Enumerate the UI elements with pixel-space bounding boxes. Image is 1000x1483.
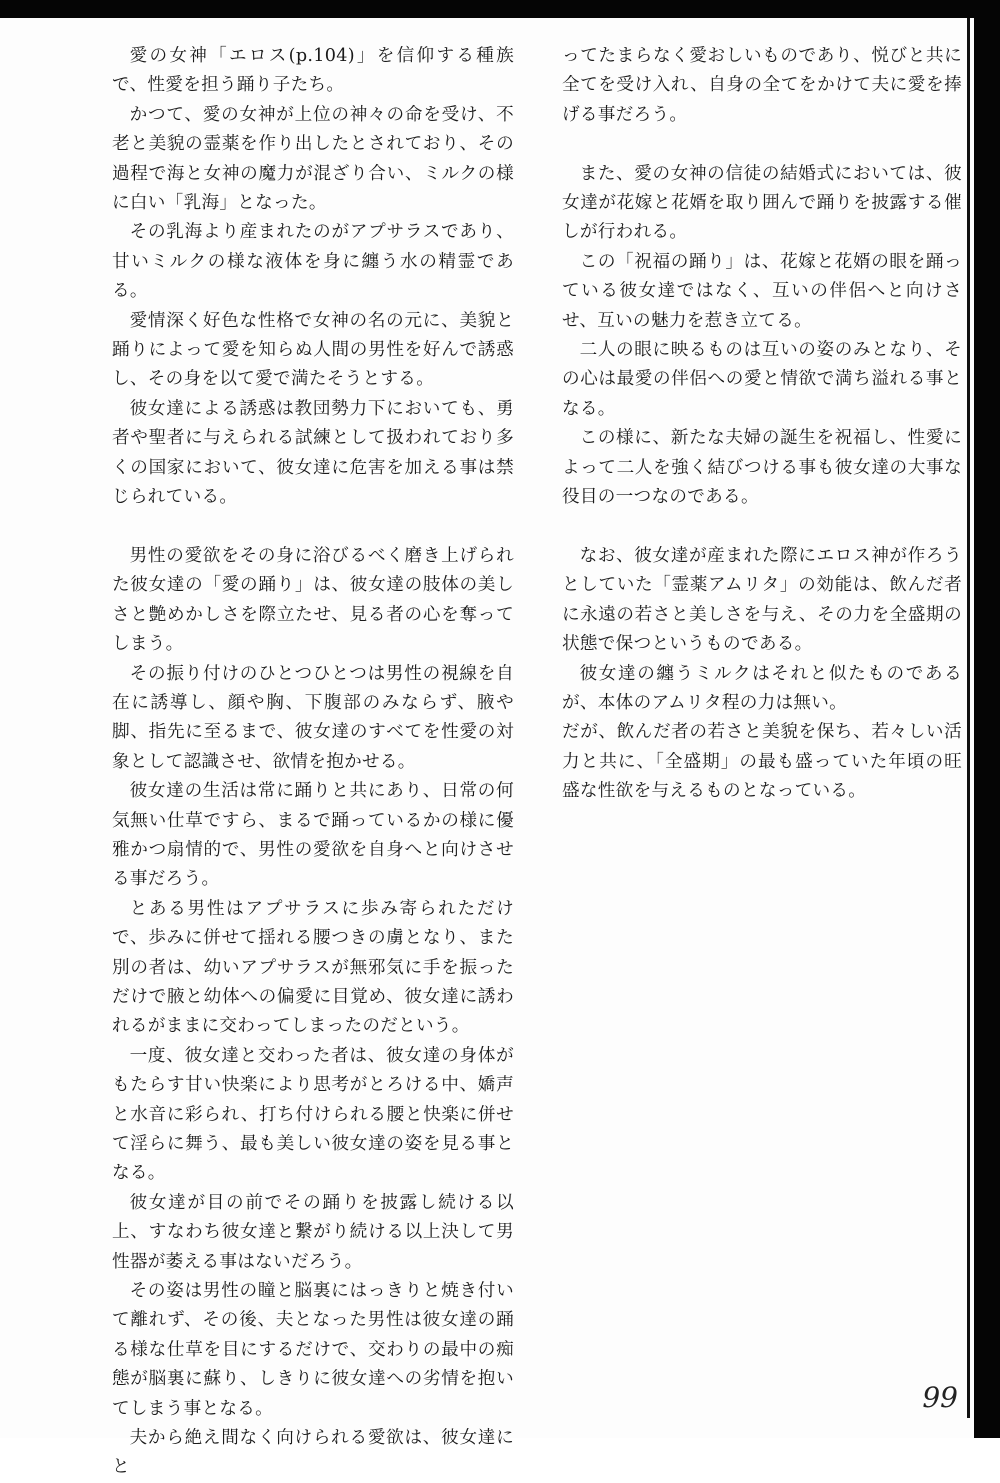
paragraph-gap [112, 513, 514, 542]
paragraph: 夫から絶え間なく向けられる愛欲は、彼女達にと [112, 1428, 514, 1478]
paragraph: 一度、彼女達と交わった者は、彼女達の身体がもたらす甘い快楽により思考がとろける中、嬌声と水音に彩られ、打ち付けられる腰と快楽に併せて淫らに舞う、最も美しい彼女達の姿を見る事となる。 [112, 1045, 514, 1184]
paragraph: 彼女達が目の前でその踊りを披露し続ける以上、すなわち彼女達と繋がり続ける以上決して男性器が萎える事はないだろう。 [112, 1192, 514, 1272]
paragraph-continued: ってたまらなく愛おしいものであり、悦びと共に全てを受け入れ、自身の全てをかけて夫に愛を捧げる事だろう。 [562, 46, 962, 125]
frame-line [967, 18, 970, 1418]
page-number: 99 [922, 1381, 958, 1414]
paragraph-gap [562, 130, 962, 159]
right-border [974, 0, 1000, 1438]
right-column [562, 42, 962, 807]
left-column [112, 42, 514, 1483]
top-border [0, 0, 1000, 18]
paragraph: その乳海より産まれたのがアプサラスであり、甘いミルクの様な液体を身に纏う水の精霊である。 [112, 222, 514, 302]
paragraph: 彼女達の生活は常に踊りと共にあり、日常の何気無い仕草ですら、まるで踊っているかの様に優雅かつ扇情的で、男性の愛欲を自身へと向けさせる事だろう。 [112, 781, 514, 890]
paragraph: この様に、新たな夫婦の誕生を祝福し、性愛によって二人を強く結びつける事も彼女達の大事な役目の一つなのである。 [562, 428, 962, 508]
paragraph-gap [562, 512, 962, 541]
paragraph: また、愛の女神の信徒の結婚式においては、彼女達が花嫁と花婿を取り囲んで踊りを披露する催しが行われる。 [562, 163, 962, 243]
paragraph: 愛の女神「エロス(p.104)」を信仰する種族で、性愛を担う踊り子たち。 [112, 46, 514, 96]
paragraph: 男性の愛欲をその身に浴びるべく磨き上げられた彼女達の「愛の踊り」は、彼女達の肢体の美しさと艶めかしさを際立たせ、見る者の心を奪ってしまう。 [112, 545, 514, 655]
paragraph: 二人の眼に映るものは互いの姿のみとなり、その心は最愛の伴侶への愛と情欲で満ち溢れる事となる。 [562, 340, 962, 419]
paragraph: 彼女達の纏うミルクはそれと似たものであるが、本体のアムリタ程の力は無い。 [562, 663, 962, 713]
paragraph: かつて、愛の女神が上位の神々の命を受け、不老と美貌の霊薬を作り出したとされており、その過程で海と女神の魔力が混ざり合い、ミルクの様に白い「乳海」となった。 [112, 104, 514, 214]
paragraph: 愛情深く好色な性格で女神の名の元に、美貌と踊りによって愛を知らぬ人間の男性を好んで誘惑し、その身を以て愛で満たそうとする。 [112, 310, 514, 390]
paragraph: 彼女達による誘惑は教団勢力下においても、勇者や聖者に与えられる試練として扱われており多くの国家において、彼女達に危害を加える事は禁じられている。 [112, 398, 514, 508]
paragraph: この「祝福の踊り」は、花嫁と花婿の眼を踊っている彼女達ではなく、互いの伴侶へと向けさせ、互いの魅力を惹き立てる。 [562, 251, 962, 331]
paragraph: なお、彼女達が産まれた際にエロス神が作ろうとしていた「霊薬アムリタ」の効能は、飲んだ者に永遠の若さと美しさを与え、その力を全盛期の状態で保つというものである。 [562, 545, 962, 655]
paragraph: だが、飲んだ者の若さと美貌を保ち、若々しい活力と共に、「全盛期」の最も盛っていた年頃の旺盛な性欲を与えるものとなっている。 [562, 722, 962, 802]
paragraph: その振り付けのひとつひとつは男性の視線を自在に誘導し、顔や胸、下腹部のみならず、腋や脚、指先に至るまで、彼女達のすべてを性愛の対象として認識させ、欲情を抱かせる。 [112, 663, 514, 772]
paragraph: とある男性はアプサラスに歩み寄られただけで、歩みに併せて揺れる腰つきの虜となり、また別の者は、幼いアプサラスが無邪気に手を振っただけで腋と幼体への偏愛に目覚め、彼女達に誘われるがままに交わってしまったのだという。 [112, 898, 514, 1037]
paragraph: その姿は男性の瞳と脳裏にはっきりと焼き付いて離れず、その後、夫となった男性は彼女達の踊る様な仕草を目にするだけで、交わりの最中の痴態が脳裏に蘇り、しきりに彼女達への劣情を抱いてしまう事となる。 [112, 1281, 514, 1419]
